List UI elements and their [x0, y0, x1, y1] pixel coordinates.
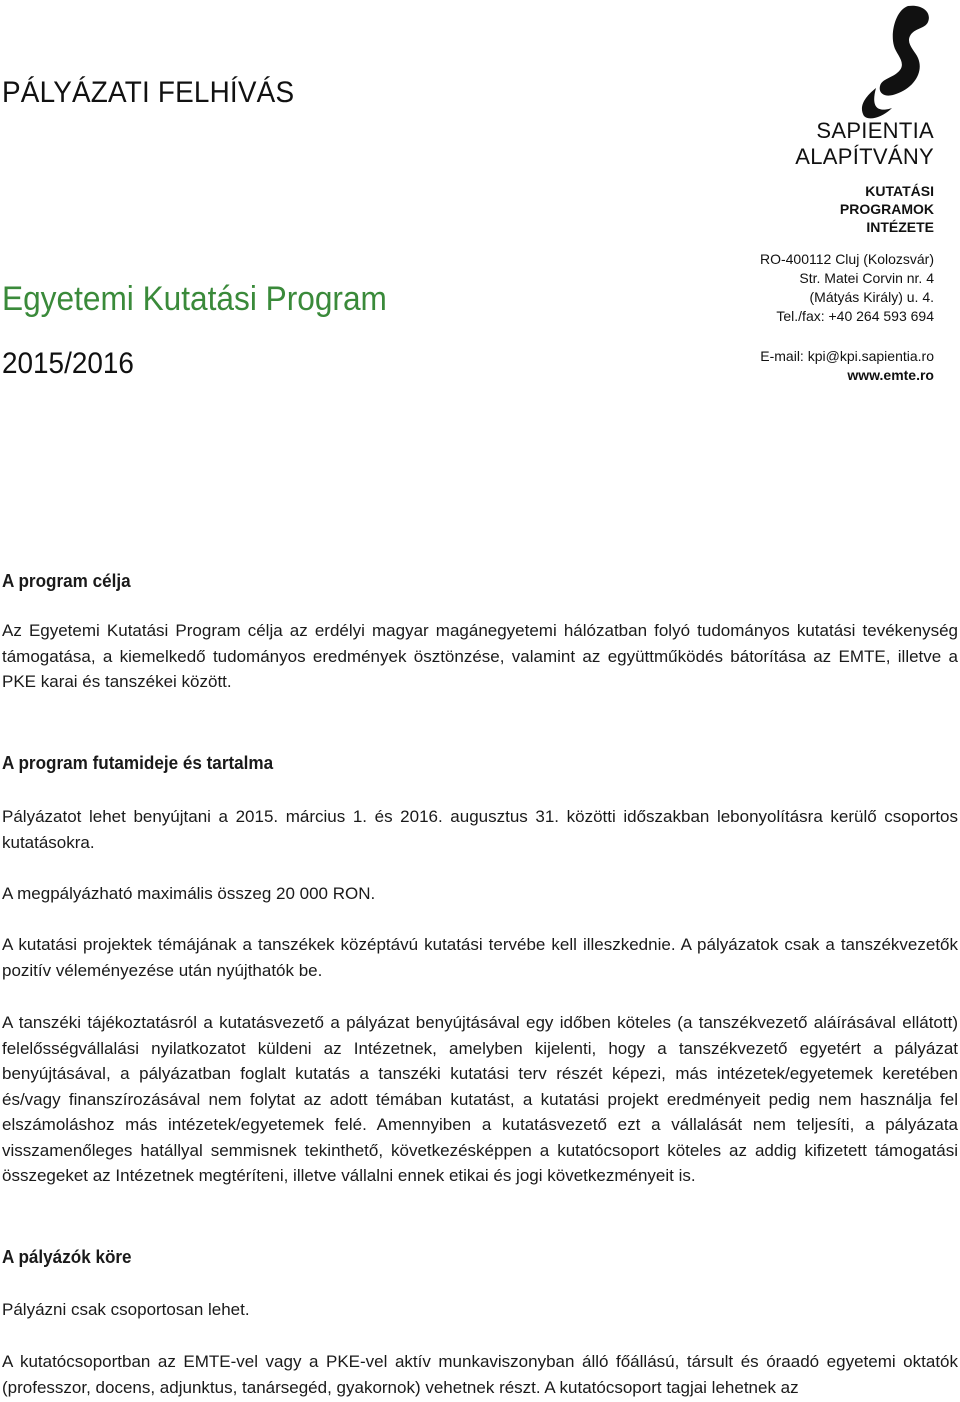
website-link[interactable]: www.emte.ro: [847, 367, 934, 383]
contact-info: [760, 347, 934, 385]
institute-line-3: INTÉZETE: [866, 219, 934, 235]
postal-address: [760, 250, 934, 326]
address-line-4: Tel./fax: +40 264 593 694: [776, 308, 934, 324]
paragraph-goal: Az Egyetemi Kutatási Program célja az erdélyi magyar magánegyetemi hálózatban folyó tudományos kutatási tevékenység támogatása, a kiemelkedő tudományos eredmények ösztönzése, valamint az együttműködés bátorítása az EMTE, illetve a PKE karai és tanszékei között.: [2, 621, 958, 691]
paragraph-members: A kutatócsoportban az EMTE-vel vagy a PKE-vel aktív munkaviszonyban álló főállású, társult és óraadó egyetemi oktatók (professzor, docens, adjunktus, tanársegéd, gyakornok) vehetnek részt. A kutatócsoport tagjai lehetnek az: [2, 1352, 958, 1397]
call-title: PÁLYÁZATI FELHÍVÁS: [2, 76, 295, 109]
org-name-line-1: SAPIENTIA: [816, 118, 934, 143]
institute-name: [840, 182, 934, 236]
institute-line-2: PROGRAMOK: [839, 201, 934, 217]
program-title: Egyetemi Kutatási Program: [2, 280, 387, 318]
email-address[interactable]: E-mail: kpi@kpi.sapientia.ro: [760, 348, 934, 364]
program-year: 2015/2016: [2, 347, 134, 380]
institute-line-1: KUTATÁSI: [865, 183, 934, 199]
sapientia-s-logo-icon: [848, 2, 932, 120]
organization-name: [795, 118, 934, 170]
paragraph-duration: Pályázatot lehet benyújtani a 2015. március 1. és 2016. augusztus 31. közötti időszakban lebonyolításra kerülő csoportos kutatásokra.: [2, 807, 958, 852]
address-line-3: (Mátyás Király) u. 4.: [809, 289, 934, 305]
section-heading-applicants: A pályázók köre: [2, 1247, 132, 1267]
org-name-line-2: ALAPÍTVÁNY: [795, 144, 934, 169]
address-line-2: Str. Matei Corvin nr. 4: [799, 270, 934, 286]
section-heading-duration: A program futamideje és tartalma: [2, 753, 274, 773]
paragraph-amount: A megpályázható maximális összeg 20 000 RON.: [2, 884, 376, 903]
paragraph-topic: A kutatási projektek témájának a tanszékek középtávú kutatási tervébe kell illeszkednie. A pályázatok csak a tanszékvezetők pozitív véleményezése után nyújthatók be.: [2, 935, 958, 980]
paragraph-department-info: A tanszéki tájékoztatásról a kutatásvezető a pályázat benyújtásával egy időben köteles (a tanszékvezető aláírásával ellátott) felelősségvállalási nyilatkozatot küldeni az Intézetnek, amelyben kijelenti, hogy a tanszékvezető egyetért a pályázat benyújtásával, a pályázatban foglalt kutatás a tanszéki kutatási terv részét képezi, más intézetek/egyetemek keretében és/vagy finanszírozásával nem folytat az adott témában kutatást, a kutatási projekt eredményeit pedig nem használja fel elszámoláshoz más intézetek/egyetemek felé. Amennyiben a kutatásvezető ezt a vállalását nem teljesíti, a pályázata visszamenőleges hatállyal semmisnek tekinthető, következésképpen a kutatócsoport köteles az addig kifizetett támogatási összegeket az Intézetnek megtéríteni, illetve vállalni ennek etikai és jogi következményeit is.: [2, 1013, 958, 1185]
paragraph-group-only: Pályázni csak csoportosan lehet.: [2, 1300, 250, 1319]
section-heading-goal: A program célja: [2, 571, 131, 591]
address-line-1: RO-400112 Cluj (Kolozsvár): [759, 251, 934, 267]
letterhead-logo-block: [674, 0, 934, 400]
